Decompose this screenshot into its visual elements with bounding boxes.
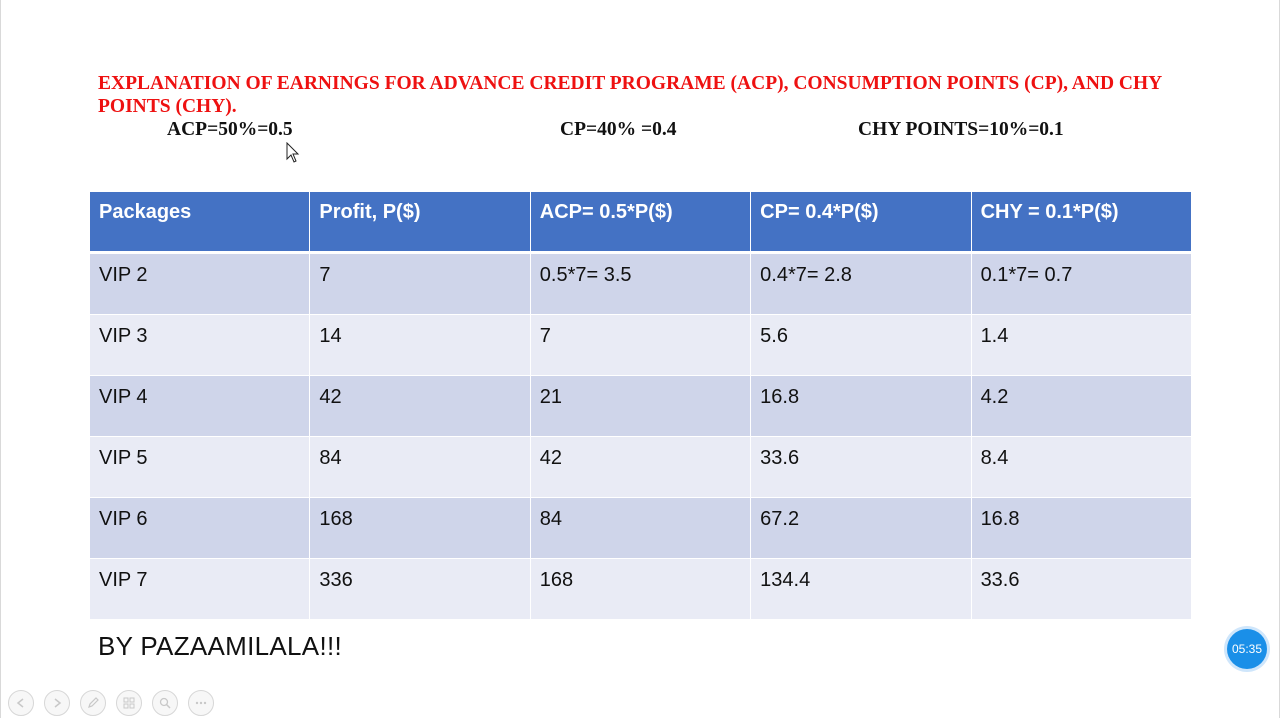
cell-chy: 8.4	[971, 437, 1191, 498]
cell-chy: 1.4	[971, 315, 1191, 376]
cell-acp: 0.5*7= 3.5	[530, 253, 750, 315]
header-profit: Profit, P($)	[310, 192, 530, 253]
cell-cp: 16.8	[751, 376, 971, 437]
cell-cp: 0.4*7= 2.8	[751, 253, 971, 315]
cell-profit: 168	[310, 498, 530, 559]
cell-package: VIP 6	[90, 498, 310, 559]
cell-cp: 33.6	[751, 437, 971, 498]
cell-cp: 67.2	[751, 498, 971, 559]
cell-package: VIP 3	[90, 315, 310, 376]
header-cp: CP= 0.4*P($)	[751, 192, 971, 253]
player-controls	[8, 690, 214, 716]
cell-package: VIP 4	[90, 376, 310, 437]
chy-ratio: CHY POINTS=10%=0.1	[858, 119, 1064, 140]
cell-cp: 5.6	[751, 315, 971, 376]
header-packages: Packages	[90, 192, 310, 253]
cell-acp: 21	[530, 376, 750, 437]
cell-profit: 336	[310, 559, 530, 620]
author-credit: BY PAZAAMILALA!!!	[98, 631, 343, 661]
zoom-icon[interactable]	[152, 690, 178, 716]
more-icon[interactable]	[188, 690, 214, 716]
earnings-table	[89, 192, 1192, 619]
cell-cp: 134.4	[751, 559, 971, 620]
mouse-cursor-icon	[286, 142, 300, 164]
cell-chy: 4.2	[971, 376, 1191, 437]
acp-ratio: ACP=50%=0.5	[167, 119, 293, 140]
cell-acp: 168	[530, 559, 750, 620]
cell-profit: 42	[310, 376, 530, 437]
cell-profit: 14	[310, 315, 530, 376]
table-row	[90, 559, 1192, 620]
slide-heading: EXPLANATION OF EARNINGS FOR ADVANCE CREDIT PROGRAME (ACP), CONSUMPTION POINTS (CP), AND CHY POINTS (CHY).	[98, 73, 1162, 117]
table-row	[90, 498, 1192, 559]
playback-timer[interactable]: 05:35	[1227, 629, 1267, 669]
cell-profit: 84	[310, 437, 530, 498]
cell-package: VIP 7	[90, 559, 310, 620]
cell-acp: 7	[530, 315, 750, 376]
table-row	[90, 315, 1192, 376]
cell-chy: 0.1*7= 0.7	[971, 253, 1191, 315]
cell-chy: 16.8	[971, 498, 1191, 559]
pen-icon[interactable]	[80, 690, 106, 716]
cell-package: VIP 5	[90, 437, 310, 498]
table-row	[90, 253, 1192, 315]
header-chy: CHY = 0.1*P($)	[971, 192, 1191, 253]
table-header-row	[90, 192, 1192, 253]
cell-chy: 33.6	[971, 559, 1191, 620]
previous-icon[interactable]	[8, 690, 34, 716]
table-row	[90, 437, 1192, 498]
table-row	[90, 376, 1192, 437]
header-acp: ACP= 0.5*P($)	[530, 192, 750, 253]
cell-profit: 7	[310, 253, 530, 315]
cell-acp: 42	[530, 437, 750, 498]
grid-icon[interactable]	[116, 690, 142, 716]
cell-package: VIP 2	[90, 253, 310, 315]
cell-acp: 84	[530, 498, 750, 559]
cp-ratio: CP=40% =0.4	[560, 119, 677, 140]
next-icon[interactable]	[44, 690, 70, 716]
